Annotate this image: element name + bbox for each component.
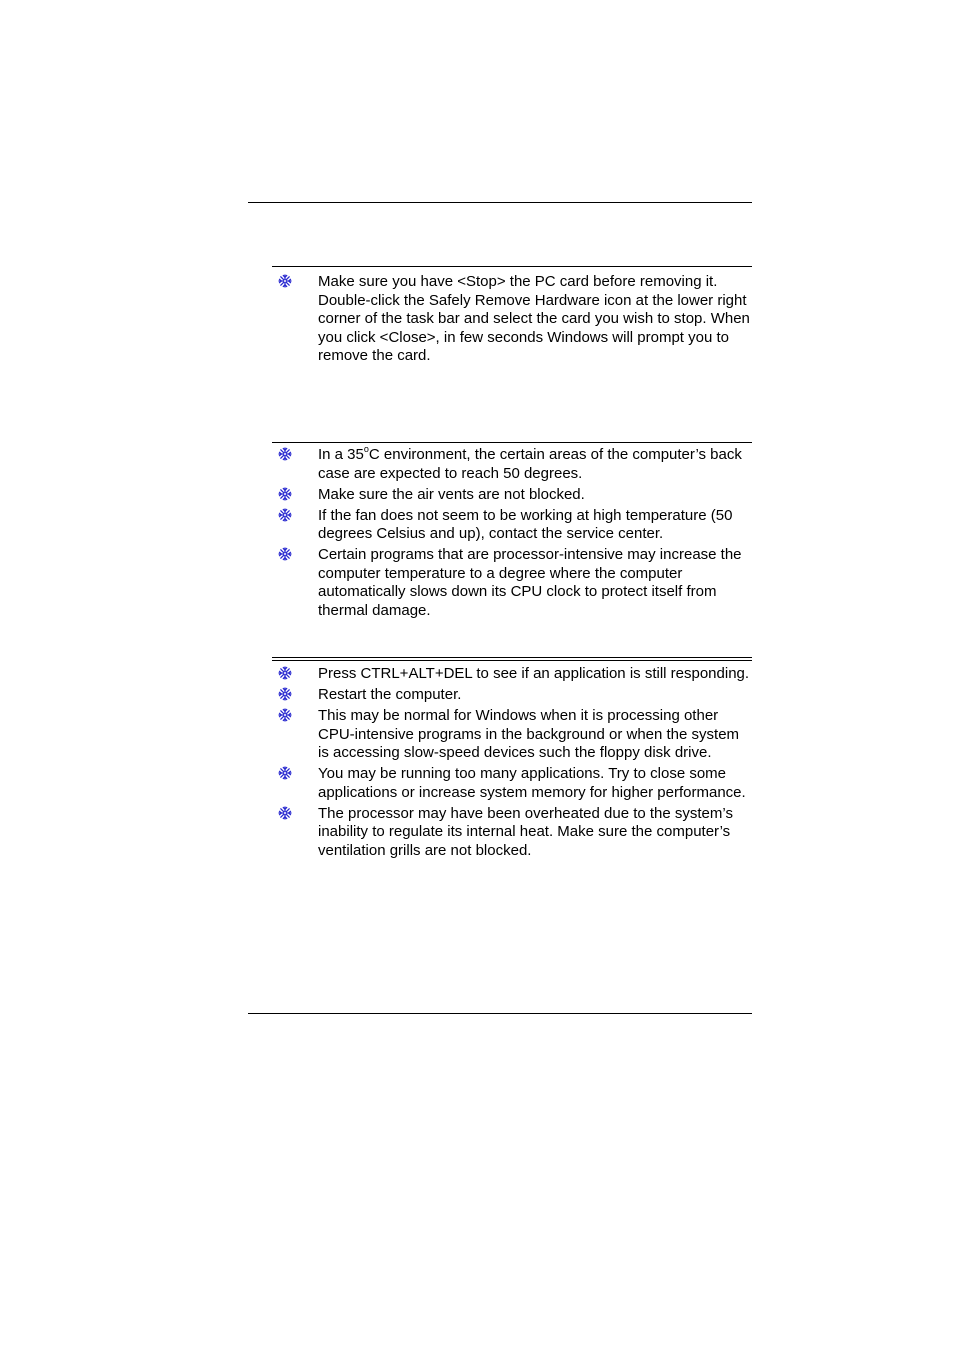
item-text: This may be normal for Windows when it is processing other CPU-intensive programs in the background or when the system is accessing slow-speed devices such the floppy disk drive. (318, 706, 740, 762)
item-text: In a 35$^o$C environment, the certain areas of the computer’s back case are expected to reach 50 degrees. (318, 444, 742, 482)
footer-rule (248, 1013, 752, 1014)
item-text: You may be running too many applications. Try to close some applications or increase system memory for higher performance. (318, 765, 746, 801)
snowflake-icon (278, 487, 292, 501)
snowflake-icon (278, 806, 292, 820)
snowflake-icon (278, 547, 292, 561)
section-2-rule (272, 442, 752, 443)
snowflake-icon (278, 508, 292, 522)
snowflake-icon (278, 274, 292, 288)
snowflake-icon (278, 766, 292, 780)
header-rule (248, 202, 752, 203)
list-item (272, 273, 752, 366)
item-text: The processor may have been overheated due to the system’s inability to regulate its internal heat. Make sure the computer’s ventilation grills are not blocked. (318, 804, 733, 859)
section-1-list (272, 273, 752, 368)
list-item (272, 805, 752, 861)
item-text: If the fan does not seem to be working at high temperature (50 degrees Celsius and up), contact the service center. (318, 506, 733, 543)
snowflake-icon (278, 666, 292, 680)
section-3-rule (272, 657, 752, 661)
item-text: Make sure the air vents are not blocked. (318, 485, 585, 503)
list-item (272, 507, 752, 544)
list-item (272, 707, 752, 763)
list-item (272, 546, 752, 620)
snowflake-icon (278, 708, 292, 722)
snowflake-icon (278, 447, 292, 461)
list-item (272, 665, 752, 684)
list-item (272, 486, 752, 505)
item-text: Make sure you have <Stop> the PC card before removing it. Double-click the Safely Remove Hardware icon at the lower right corner of the task bar and select the card you wish to stop. When you click <Close>, in few seconds Windows will prompt you to remove the card. (318, 273, 750, 365)
degree-superscript: o (363, 444, 369, 454)
list-item (272, 686, 752, 705)
item-text: Press CTRL+ALT+DEL to see if an application is still responding. (318, 665, 750, 682)
section-1-rule (272, 266, 752, 267)
item-text: Restart the computer. (318, 685, 462, 703)
section-3-list (272, 665, 752, 863)
snowflake-icon (278, 687, 292, 701)
list-item (272, 765, 752, 802)
list-item (272, 446, 752, 483)
item-text: Certain programs that are processor-intensive may increase the computer temperature to a degree where the computer automatically slows down its CPU clock to protect itself from thermal damage. (318, 546, 742, 619)
section-2-list (272, 446, 752, 623)
